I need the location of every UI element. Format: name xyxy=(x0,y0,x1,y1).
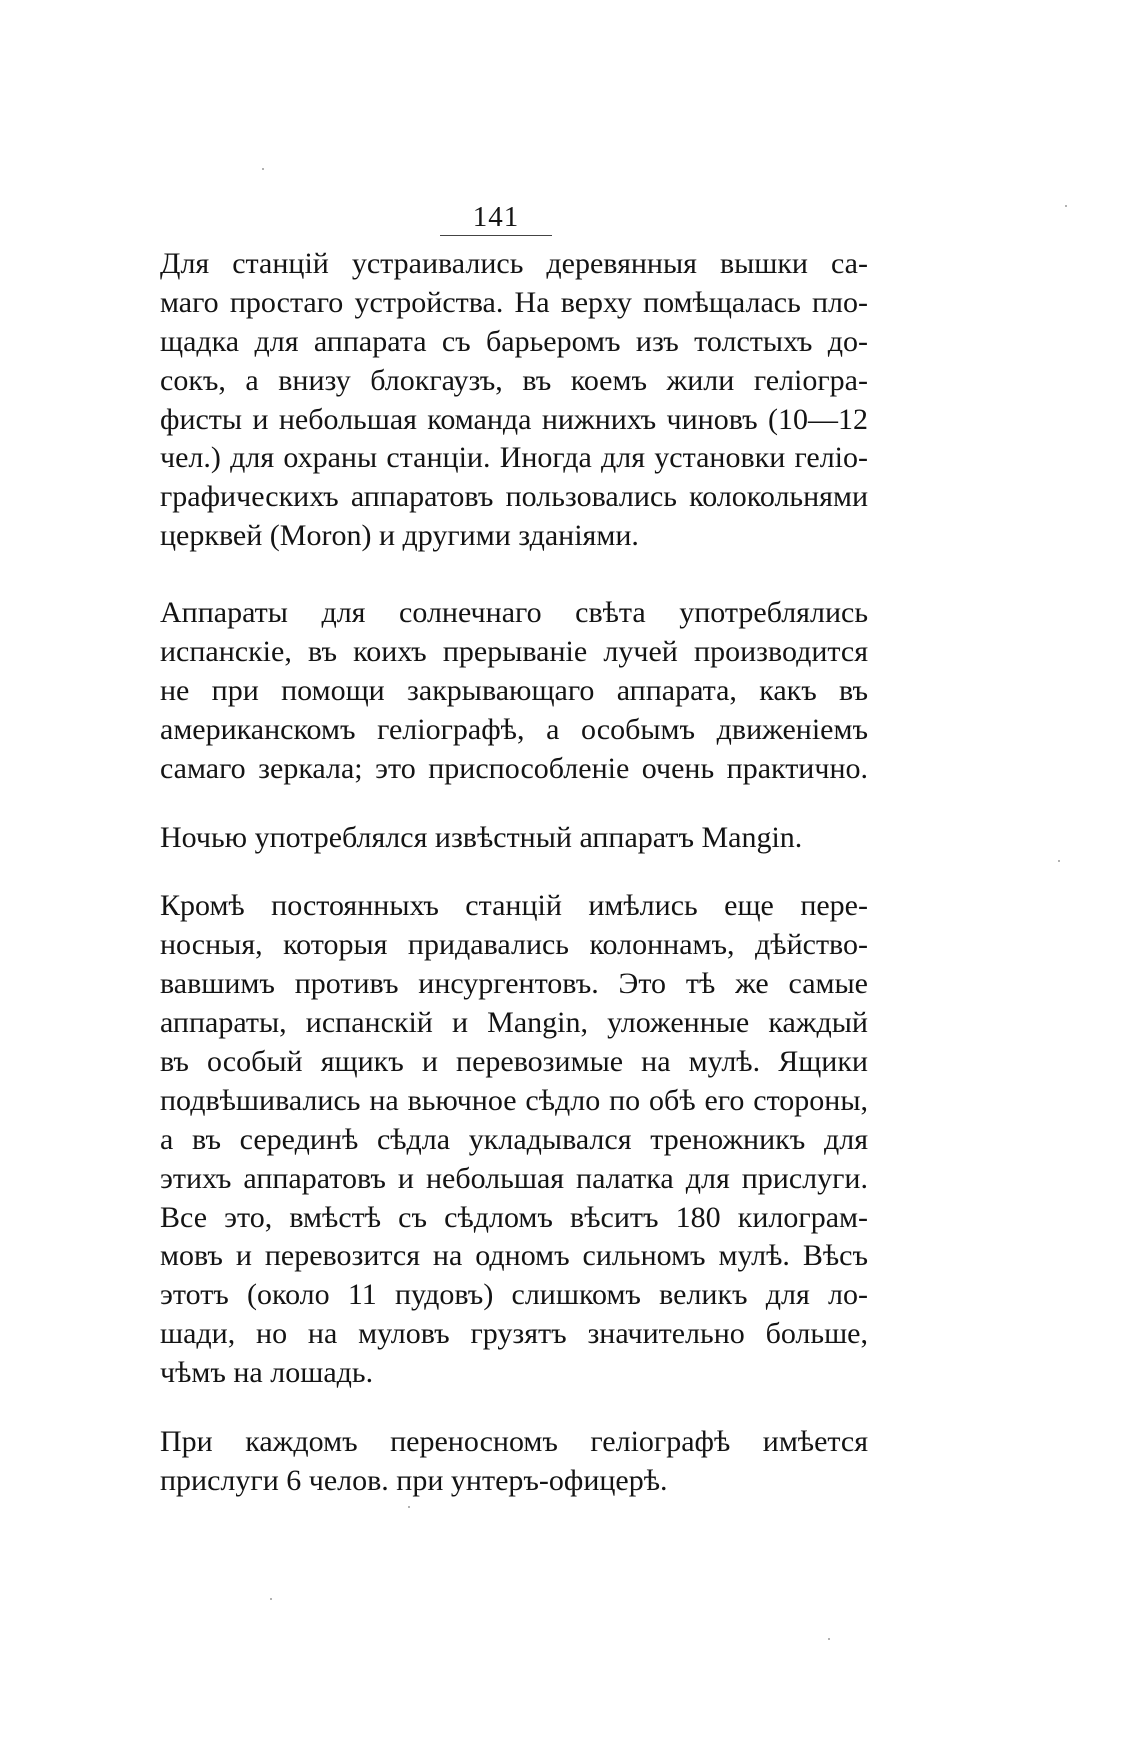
text-line: маго простаго устройства. На верху помѣщалась пло- xyxy=(160,285,868,319)
text-line: этотъ (около 11 пудовъ) слишкомъ великъ для ло- xyxy=(160,1278,868,1312)
text-line: а въ серединѣ сѣдла укладывался треножникъ для xyxy=(160,1122,868,1156)
paragraph-night xyxy=(160,819,868,858)
paper-speck xyxy=(1065,205,1067,207)
text-line: При каждомъ переносномъ геліографѣ имѣется xyxy=(160,1425,868,1459)
text-line: не при помощи закрывающаго аппарата, какъ въ xyxy=(160,673,868,707)
text-line: вавшимъ противъ инсургентовъ. Это тѣ же самые xyxy=(160,967,868,1001)
text-line: испанскіе, въ коихъ прерываніе лучей производится xyxy=(160,635,868,669)
body-text xyxy=(160,245,868,1501)
text-line: въ особый ящикъ и перевозимые на мулѣ. Ящики xyxy=(160,1045,868,1079)
paragraph-stations xyxy=(160,245,868,556)
text-line: прислуги 6 челов. при унтеръ-офицерѣ. xyxy=(160,1463,668,1497)
text-line: шади, но на муловъ грузятъ значительно больше, xyxy=(160,1317,868,1351)
page-number: 141 xyxy=(472,201,520,233)
text-line: щадка для аппарата съ барьеромъ изъ толстыхъ до- xyxy=(160,324,868,358)
page-number-rule xyxy=(440,235,552,236)
paper-speck xyxy=(262,168,264,170)
text-line: подвѣшивались на вьючное сѣдло по обѣ его стороны, xyxy=(160,1083,868,1117)
text-line: чѣмъ на лошадь. xyxy=(160,1356,374,1390)
text-line: аппараты, испанскій и Mangin, уложенные каждый xyxy=(160,1006,868,1040)
text-line: американскомъ геліографѣ, а особымъ движеніемъ xyxy=(160,712,868,746)
text-line: мовъ и перевозится на одномъ сильномъ мулѣ. Вѣсъ xyxy=(160,1239,868,1273)
paragraph-portable xyxy=(160,887,868,1393)
text-line: Все это, вмѣстѣ съ сѣдломъ вѣситъ 180 килограм- xyxy=(160,1200,868,1234)
text-line: фисты и небольшая команда нижнихъ чиновъ (10—12 xyxy=(160,402,868,436)
text-line: церквей (Moron) и другими зданіями. xyxy=(160,519,639,553)
text-line: носныя, которыя придавались колоннамъ, дѣйство- xyxy=(160,928,868,962)
text-line: Ночью употреблялся извѣстный аппаратъ Mangin. xyxy=(160,820,803,854)
text-line: Кромѣ постоянныхъ станцій имѣлись еще пере- xyxy=(160,889,868,923)
text-line: чел.) для охраны станціи. Иногда для установки гелio- xyxy=(160,441,868,475)
text-line: этихъ аппаратовъ и небольшая палатка для прислуги. xyxy=(160,1161,868,1195)
text-line: графическихъ аппаратовъ пользовались колокольнями xyxy=(160,480,868,514)
text-line: сокъ, а внизу блокгаузъ, въ коемъ жили геліогра- xyxy=(160,363,868,397)
paper-speck xyxy=(1058,860,1060,862)
paper-speck xyxy=(270,1598,272,1600)
text-line: Аппараты для солнечнаго свѣта употреблялись xyxy=(160,596,868,630)
paper-speck xyxy=(828,1638,830,1640)
paper-speck xyxy=(408,1506,410,1508)
paragraph-apparatus xyxy=(160,594,868,788)
text-line: Для станцій устраивались деревянныя вышки са- xyxy=(160,247,868,280)
paragraph-crew xyxy=(160,1423,868,1501)
text-line: самаго зеркала; это приспособленіе очень практично. xyxy=(160,751,868,785)
